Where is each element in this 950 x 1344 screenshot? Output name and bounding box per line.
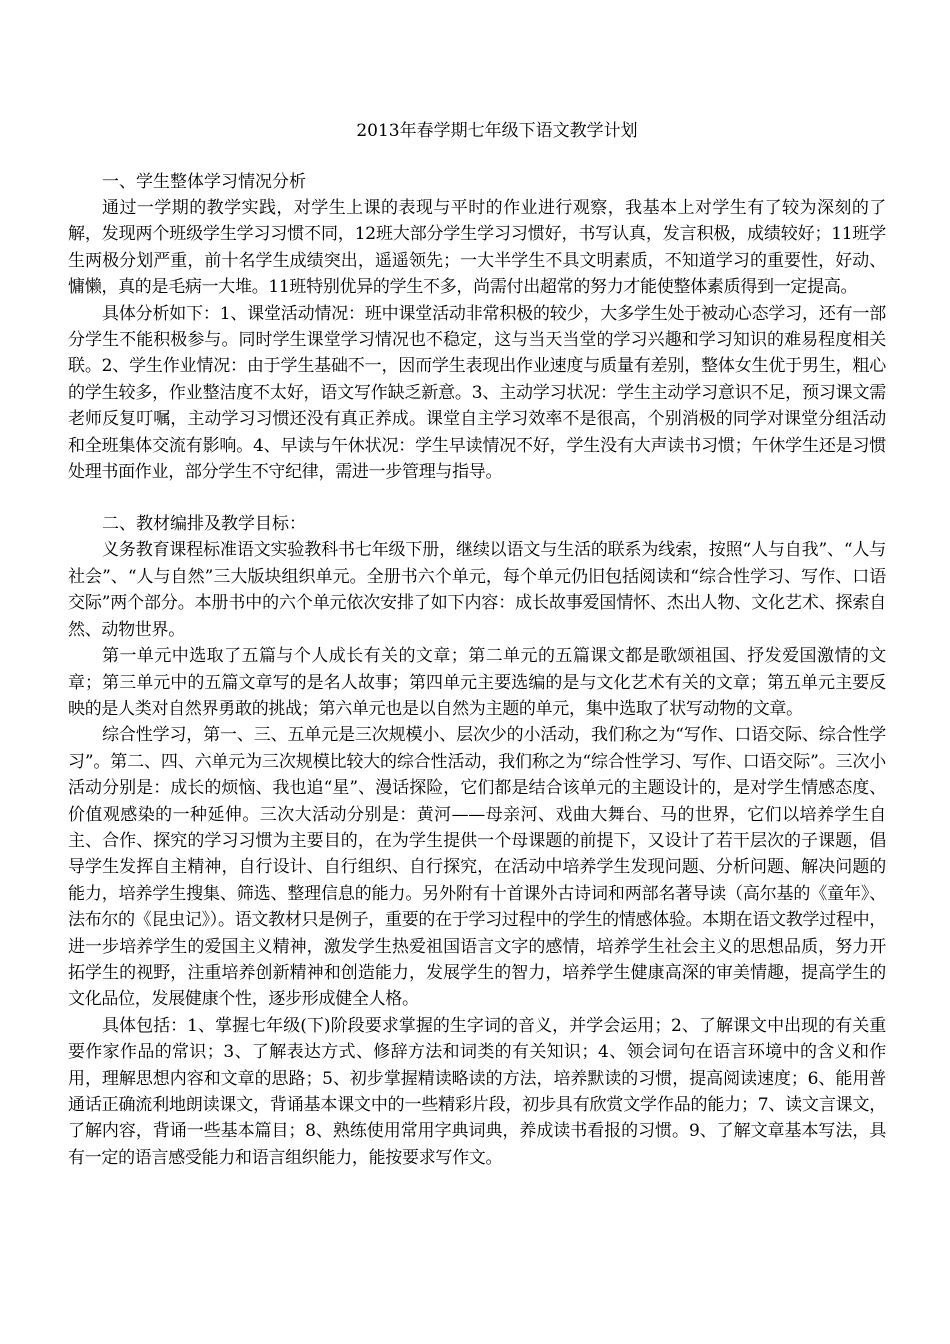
section-heading-analysis: 一、学生整体学习情况分析 (102, 172, 306, 192)
document-title: 2013年春学期七年级下语文教学计划 (356, 121, 638, 141)
paragraph-detailed-analysis: 具体分析如下：1、课堂活动情况：班中课堂活动非常积极的较少，大多学生处于被动心态学习，还有一部分学生不能积极参与。同时学生课堂学习情况也不稳定，这与当天当堂的学习兴趣和学习知识的难易程度相关联。2、学生作业情况：由于学生基础不一，因而学生表现出作业速度与质量有差别，整体女生优于男生，粗心的学生较多，作业整洁度不太好，语文写作缺乏新意。3、主动学习状况：学生主动学习意识不足，预习课文需老师反复叮嘱，主动学习习惯还没有真正养成。课堂自主学习效率不是很高，个别消极的同学对课堂分组活动和全班集体交流有影响。4、早读与午休状况：学生早读情况不好，学生没有大声读书习惯；午休学生还是习惯处理书面作业，部分学生不守纪律，需进一步管理与指导。 (68, 303, 886, 483)
paragraph-overview: 通过一学期的教学实践，对学生上课的表现与平时的作业进行观察，我基本上对学生有了较为深刻的了解，发现两个班级学生学习习惯不同，12班大部分学生学习习惯好，书写认真，发言积极，成绩较好；11班学生两极分划严重，前十名学生成绩突出，遥遥领先；一大半学生不具文明素质，不知道学习的重要性，好动、慵懒，真的是毛病一大堆。11班特别优异的学生不多，尚需付出超常的努力才能使整体素质得到一定提高。 (68, 198, 886, 298)
paragraph-unit-contents: 第一单元中选取了五篇与个人成长有关的文章；第二单元的五篇课文都是歌颂祖国、抒发爱国激情的文章；第三单元中的五篇文章写的是名人故事；第四单元主要选编的是与文化艺术有关的文章；第五单元主要反映的是人类对自然界勇敢的挑战；第六单元也是以自然为主题的单元，集中选取了状写动物的文章。 (68, 646, 886, 719)
section-gap (68, 485, 886, 511)
paragraph-textbook-structure: 义务教育课程标准语文实验教科书七年级下册，继续以语文与生活的联系为线索，按照“人与自我”、“人与社会”、“人与自然”三大版块组织单元。全册书六个单元，每个单元仍旧包括阅读和“综合性学习、写作、口语交际”两个部分。本册书中的六个单元依次安排了如下内容：成长故事爱国情怀、杰出人物、文化艺术、探索自然、动物世界。 (68, 540, 886, 640)
document-page (68, 118, 886, 1171)
paragraph-comprehensive-learning: 综合性学习，第一、三、五单元是三次规模小、层次少的小活动，我们称之为“写作、口语交际、综合性学习”。第二、四、六单元为三次规模比较大的综合性活动，我们称之为“综合性学习、写作、口语交际”。三次小活动分别是：成长的烦恼、我也追“星”、漫话探险，它们都是结合该单元的主题设计的，是对学生情感态度、价值观感染的一种延伸。三次大活动分别是：黄河——母亲河、戏曲大舞台、马的世界，它们以培养学生自主、合作、探究的学习习惯为主要目的，在为学生提供一个母课题的前提下，又设计了若干层次的子课题，倡导学生发挥自主精神，自行设计、自行组织、自行探究，在活动中培养学生发现问题、分析问题、解决问题的能力，培养学生搜集、筛选、整理信息的能力。另外附有十首课外古诗词和两部名著导读（高尔基的《童年》、法布尔的《昆虫记》）。语文教材只是例子，重要的在于学习过程中的学生的情感体验。本期在语文教学过程中，进一步培养学生的爱国主义精神，激发学生热爱祖国语言文字的感情，培养学生社会主义的思想品质，努力开拓学生的视野，注重培养创新精神和创造能力，发展学生的智力，培养学生健康高深的审美情趣，提高学生的文化品位，发展健康个性，逐步形成健全人格。 (68, 725, 886, 1010)
section-heading-textbook: 二、教材编排及教学目标： (102, 514, 306, 535)
paragraph-specific-goals: 具体包括：1、掌握七年级(下)阶段要求掌握的生字词的音义，并学会运用；2、了解课文中出现的有关重要作家作品的常识；3、了解表达方式、修辞方法和词类的有关知识；4、领会词句在语言环境中的含义和作用，理解思想内容和文章的思路；5、初步掌握精读略读的方法，培养默读的习惯，提高阅读速度；6、能用普通话正确流利地朗读课文，背诵基本课文中的一些精彩片段，初步具有欣赏文学作品的能力；7、读文言课文，了解内容，背诵一些基本篇目；8、熟练使用常用字典词典，养成读书看报的习惯。9、了解文章基本写法，具有一定的语言感受能力和语言组织能力，能按要求写作文。 (68, 1015, 886, 1168)
